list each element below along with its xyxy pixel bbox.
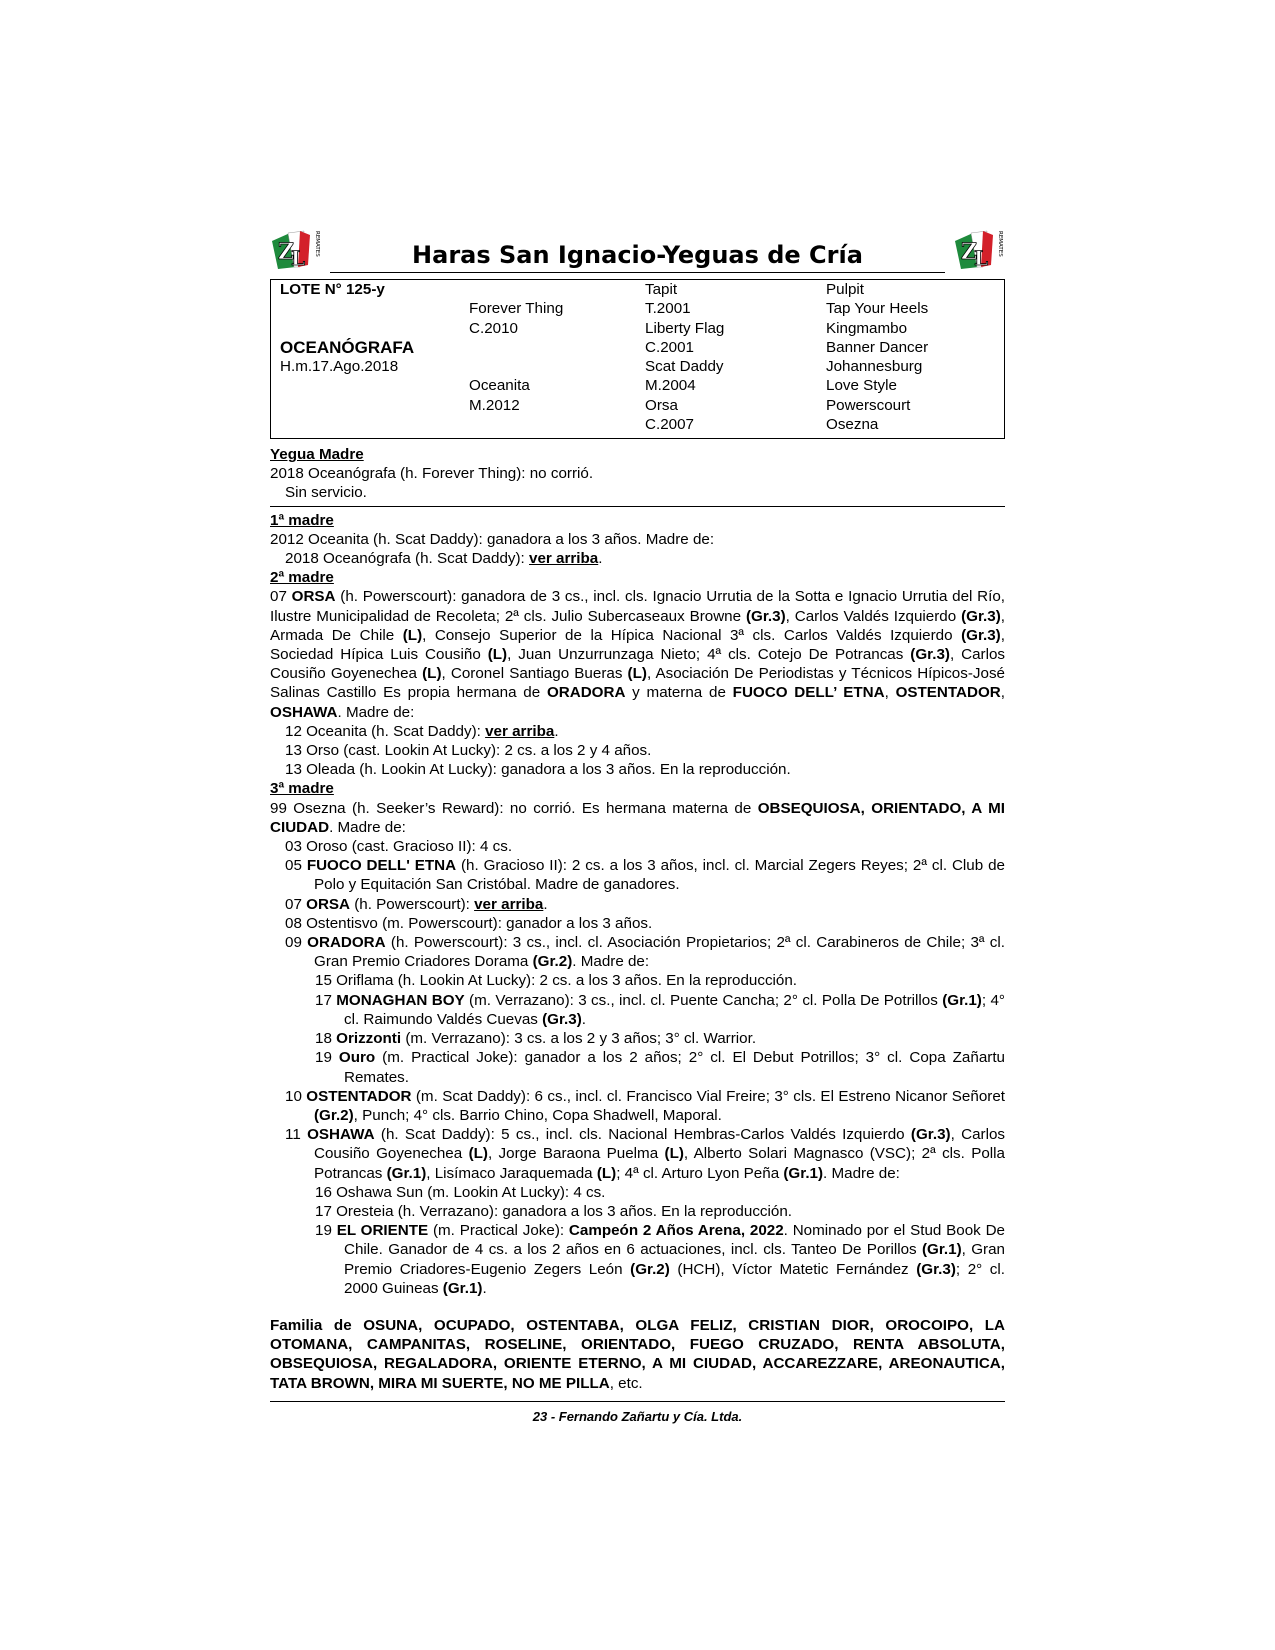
pedigree-cell: OCEANÓGRAFA bbox=[280, 337, 415, 357]
pedigree-cell bbox=[280, 299, 414, 318]
svg-text:Z: Z bbox=[278, 239, 295, 265]
text-span: . bbox=[482, 1279, 487, 1297]
text-span: . Madre de: bbox=[572, 953, 650, 971]
text-span: , Asociación De Periodistas y Técnicos Hípicos-José Salinas Castillo Es propia hermana de bbox=[270, 665, 1005, 702]
bold-text: (L) bbox=[402, 626, 423, 644]
text-span: 18 bbox=[315, 1030, 337, 1048]
page-header bbox=[270, 225, 1005, 273]
bold-text: (Gr.3) bbox=[745, 607, 786, 625]
pedigree-cell bbox=[280, 396, 414, 415]
text-span: , Juan Unzurrunzaga Nieto; 4ª cls. Cotejo De Potrancas bbox=[507, 646, 911, 664]
text-span: , Carlos Valdés Izquierdo bbox=[785, 607, 962, 625]
pedigree-cell: Banner Dancer bbox=[826, 338, 929, 356]
document-page bbox=[270, 225, 1005, 1426]
pedigree-cell: Orsa bbox=[645, 396, 678, 414]
text-span: 09 bbox=[285, 934, 308, 952]
text-span: y materna de bbox=[625, 684, 733, 702]
text-span: 10 bbox=[285, 1087, 307, 1105]
produce-line bbox=[270, 837, 1005, 856]
bold-text: ORADORA bbox=[546, 684, 626, 702]
svg-text:Z: Z bbox=[961, 239, 978, 265]
text-span: (HCH), Víctor Matetic Fernández bbox=[669, 1260, 917, 1278]
text-span: 16 Oshawa Sun (m. Lookin At Lucky): 4 cs. bbox=[315, 1183, 606, 1201]
text-span: , Carlos Cousiño Goyenechea bbox=[270, 646, 1006, 683]
pedigree-table bbox=[270, 279, 1005, 439]
pedigree-col-horse bbox=[280, 280, 414, 434]
text-span: 2018 Oceanógrafa (h. Scat Daddy): bbox=[285, 550, 529, 568]
svg-text:REMATES: REMATES bbox=[997, 231, 1003, 257]
text-span: (h. Powerscourt): ganadora de 3 cs., incl. cls. Ignacio Urrutia de la Sotta e Ignacio Urrutia del Río, Ilustre Municipalidad de Recoleta; 2ª cls. Julio Subercaseaux Browne bbox=[270, 588, 1005, 625]
divider bbox=[270, 506, 1005, 507]
pedigree-cell: Liberty Flag bbox=[645, 319, 725, 337]
grand-produce-line bbox=[270, 1183, 1005, 1202]
text-span: , Jorge Baraona Puelma bbox=[487, 1145, 665, 1163]
text-span: ; 4ª cl. Arturo Lyon Peña bbox=[616, 1164, 784, 1182]
text-span: , bbox=[1000, 684, 1005, 702]
pedigree-cell: C.2001 bbox=[645, 338, 694, 356]
text-span: 17 bbox=[315, 991, 337, 1009]
pedigree-cell bbox=[280, 319, 414, 338]
pedigree-cell: Johannesburg bbox=[826, 358, 923, 376]
bold-text: (Gr.1) bbox=[921, 1241, 962, 1259]
grand-produce-line bbox=[270, 1202, 1005, 1221]
dam-paragraph bbox=[270, 799, 1005, 837]
bold-text: (L) bbox=[627, 665, 647, 683]
bold-text: ORSA bbox=[306, 895, 351, 913]
text-span: (h. Gracioso II): 2 cs. a los 3 años, incl. cl. Marcial Zegers Reyes; 2ª cl. Club de Polo y Equitación San Cristóbal. Madre de ganadores. bbox=[314, 857, 1005, 894]
text-span: . bbox=[543, 895, 548, 913]
pedigree-cell: C.2007 bbox=[645, 416, 694, 434]
produce-line bbox=[270, 914, 1005, 933]
pedigree-col-parents bbox=[469, 280, 563, 434]
pedigree-col-great-grandparents bbox=[826, 280, 928, 434]
text-span: (h. Scat Daddy): 5 cs., incl. cls. Nacional Hembras-Carlos Valdés Izquierdo bbox=[374, 1126, 911, 1144]
family-summary bbox=[270, 1316, 1005, 1393]
text-span: 07 bbox=[285, 895, 307, 913]
bold-text: (Gr.1) bbox=[386, 1164, 427, 1182]
text-span: (m. Verrazano): 3 cs., incl. cl. Puente Cancha; 2° cl. Polla De Potrillos bbox=[464, 991, 943, 1009]
text-line: 2012 Oceanita (h. Scat Daddy): ganadora a los 3 años. Madre de: bbox=[270, 530, 715, 548]
text-span: , Alberto Solari Magnasco (VSC); 2ª cls. Polla Potrancas bbox=[314, 1145, 1005, 1182]
text-span: 08 Ostentisvo (m. Powerscourt): ganador a los 3 años. bbox=[285, 914, 653, 932]
pedigree-cell: Oceanita bbox=[469, 377, 530, 395]
produce-line bbox=[270, 933, 1005, 971]
text-span: 19 bbox=[315, 1222, 337, 1240]
text-span: . bbox=[598, 550, 603, 568]
grand-produce-line bbox=[270, 971, 1005, 990]
text-span: 11 bbox=[285, 1126, 308, 1144]
text-span: 17 Oresteia (h. Verrazano): ganadora a los 3 años. En la reproducción. bbox=[315, 1202, 793, 1220]
bold-text: (Gr.3) bbox=[542, 1010, 582, 1028]
bold-text: (Gr.3) bbox=[910, 1126, 951, 1144]
pedigree-cell: Forever Thing bbox=[469, 300, 564, 318]
section-title: Yegua Madre bbox=[270, 446, 364, 463]
text-span: 99 Osezna (h. Seeker’s Reward): no corrió. Es hermana materna de bbox=[270, 799, 758, 817]
page-footer: 23 - Fernando Zañartu y Cía. Ltda. bbox=[532, 1408, 743, 1424]
grand-produce-line bbox=[270, 1029, 1005, 1048]
text-span: . Madre de: bbox=[337, 703, 415, 721]
text-span: (m. Verrazano): 3 cs. a los 2 y 3 años; 3° cl. Warrior. bbox=[401, 1030, 757, 1048]
text-span: 12 Oceanita (h. Scat Daddy): bbox=[285, 722, 486, 740]
bold-text: (Gr.1) bbox=[442, 1279, 483, 1297]
text-span: , Lisímaco Jaraquemada bbox=[426, 1164, 597, 1182]
produce-line bbox=[270, 741, 1005, 760]
text-span: 15 Oriflama (h. Lookin At Lucky): 2 cs. a los 3 años. En la reproducción. bbox=[315, 972, 798, 990]
bold-text: (L) bbox=[468, 1145, 488, 1163]
pedigree-col-grandparents bbox=[645, 280, 724, 434]
pedigree-cell: M.2012 bbox=[469, 396, 520, 414]
pedigree-cell: Tap Your Heels bbox=[826, 300, 929, 318]
pedigree-cell bbox=[469, 415, 563, 434]
grand-produce-line bbox=[270, 1048, 1005, 1086]
pedigree-cell: Kingmambo bbox=[826, 319, 908, 337]
title-underline bbox=[330, 272, 945, 273]
produce-line bbox=[270, 856, 1005, 894]
bold-text: (Gr.2) bbox=[532, 953, 573, 971]
dam-paragraph bbox=[270, 587, 1005, 721]
section-title: 1ª madre bbox=[270, 511, 334, 529]
bold-text: Orizzonti bbox=[336, 1030, 402, 1048]
bold-text: OSTENTADOR bbox=[306, 1087, 412, 1105]
text-span: . bbox=[554, 722, 559, 740]
text-span: , Carlos Cousiño Goyenechea bbox=[314, 1126, 1005, 1163]
pedigree-cell: T.2001 bbox=[645, 300, 691, 318]
text-span: . bbox=[581, 1010, 587, 1028]
family-text: Familia de OSUNA, OCUPADO, OSTENTABA, OLGA FELIZ, CRISTIAN DIOR, OROCOIPO, LA OTOMANA, CAMPANITAS, ROSELINE, ORIENTADO, FUEGO CRUZADO, RENTA ABSOLUTA, OBSEQUIOSA, REGALADORA, ORIENTE ETERNO, A MI CIUDAD, ACCAREZZARE, AREONAUTICA, TATA BROWN, MIRA MI SUERTE, NO ME PILLA bbox=[270, 1316, 1005, 1392]
text-span: , Sociedad Hípica Luis Cousiño bbox=[270, 626, 1005, 664]
bold-text: Ouro bbox=[338, 1049, 376, 1067]
bold-text: (Gr.2) bbox=[314, 1106, 354, 1124]
svg-text:REMATES: REMATES bbox=[314, 231, 320, 257]
bold-text: (Gr.3) bbox=[961, 607, 1001, 625]
text-span: , Consejo Superior de la Hípica Nacional 3ª cls. Carlos Valdés Izquierdo bbox=[422, 626, 962, 644]
text-span: , Gran Premio Criadores-Eugenio Zegers León bbox=[344, 1241, 1005, 1278]
text-span: 19 bbox=[315, 1049, 339, 1067]
text-span: (h. Powerscourt): bbox=[350, 895, 475, 913]
produce-line bbox=[270, 1125, 1005, 1183]
pedigree-cell: Scat Daddy bbox=[645, 358, 724, 376]
section-title: 3ª madre bbox=[270, 780, 334, 798]
section-3a-madre bbox=[270, 779, 1005, 1297]
pedigree-cell: Powerscourt bbox=[826, 396, 911, 414]
text-line bbox=[270, 549, 1005, 568]
bold-text: OSHAWA bbox=[270, 703, 338, 721]
bold-text: EL ORIENTE bbox=[336, 1222, 429, 1240]
pedigree-cell: Osezna bbox=[826, 416, 879, 434]
ver-arriba-link[interactable]: ver arriba bbox=[474, 895, 544, 913]
bold-text: OSTENTADOR bbox=[895, 684, 1001, 702]
bold-text: (Gr.2) bbox=[630, 1260, 670, 1278]
bold-text: (L) bbox=[596, 1164, 617, 1182]
text-span: . Madre de: bbox=[329, 818, 406, 836]
bold-text: (L) bbox=[422, 665, 442, 683]
text-span: (m. Practical Joke): ganador a los 2 años; 2° cl. El Debut Potrillos; 3° cl. Copa Zañartu Remates. bbox=[344, 1049, 1005, 1086]
bold-text: (L) bbox=[664, 1145, 684, 1163]
text-span: ; 2° cl. 2000 Guineas bbox=[344, 1260, 1005, 1297]
text-span: , bbox=[884, 684, 896, 702]
bold-text: Campeón 2 Años Arena, 2022 bbox=[568, 1222, 784, 1240]
bold-text: ORADORA bbox=[307, 934, 386, 952]
pedigree-cell: Pulpit bbox=[826, 281, 864, 298]
bold-text: (Gr.1) bbox=[942, 991, 982, 1009]
bold-text: OBSEQUIOSA, ORIENTADO, A MI CIUDAD bbox=[270, 799, 1005, 836]
svg-text:L: L bbox=[974, 246, 989, 270]
ver-arriba-link[interactable]: ver arriba bbox=[529, 550, 599, 568]
pedigree-cell bbox=[469, 338, 563, 357]
produce-line bbox=[270, 895, 1005, 914]
pedigree-cell bbox=[469, 357, 563, 376]
text-span: ; 4° cl. Raimundo Valdés Cuevas bbox=[344, 991, 1005, 1028]
text-line: Sin servicio. bbox=[285, 484, 367, 502]
bold-text: OSHAWA bbox=[307, 1126, 375, 1144]
pedigree-cell: Love Style bbox=[826, 377, 897, 395]
pedigree-cell: C.2010 bbox=[469, 319, 518, 337]
svg-text:L: L bbox=[291, 246, 306, 270]
produce-line bbox=[270, 1087, 1005, 1125]
grand-produce-line bbox=[270, 1221, 1005, 1298]
text-span: 03 Oroso (cast. Gracioso II): 4 cs. bbox=[285, 838, 513, 856]
bold-text: FUOCO DELL’ ETNA bbox=[732, 684, 885, 702]
pedigree-cell bbox=[280, 415, 414, 434]
text-span: (m. Practical Joke): bbox=[428, 1222, 569, 1240]
bold-text: (L) bbox=[487, 646, 508, 664]
bold-text: ORSA bbox=[291, 588, 336, 606]
bold-text: (Gr.3) bbox=[910, 646, 950, 664]
footer-divider bbox=[270, 1401, 1005, 1402]
pedigree-cell: H.m.17.Ago.2018 bbox=[280, 358, 399, 376]
section-2a-madre bbox=[270, 568, 1005, 779]
pedigree-cell bbox=[280, 376, 414, 395]
produce-line bbox=[270, 722, 1005, 741]
family-tail: , etc. bbox=[609, 1374, 643, 1392]
text-span: (m. Scat Daddy): 6 cs., incl. cl. Francisco Vial Freire; 3° cls. El Estreno Nicanor Señoret bbox=[411, 1087, 1005, 1105]
grand-produce-line bbox=[270, 991, 1005, 1029]
text-span: 07 bbox=[270, 588, 292, 606]
text-span: , Punch; 4° cls. Barrio Chino, Copa Shadwell, Maporal. bbox=[353, 1106, 722, 1124]
bold-text: FUOCO DELL' ETNA bbox=[306, 857, 457, 875]
text-span: 13 Oleada (h. Lookin At Lucky): ganadora a los 3 años. En la reproducción. bbox=[285, 761, 791, 779]
section-1a-madre bbox=[270, 511, 1005, 569]
text-span: (h. Powerscourt): 3 cs., incl. cl. Asociación Propietarios; 2ª cl. Carabineros de Chile; 3ª cl. Gran Premio Criadores Dorama bbox=[314, 934, 1005, 971]
ver-arriba-link[interactable]: ver arriba bbox=[485, 722, 555, 740]
zl-remates-logo bbox=[953, 227, 1005, 273]
section-yegua-madre bbox=[270, 445, 1005, 503]
pedigree-cell: LOTE N° 125-y bbox=[280, 281, 385, 298]
produce-line bbox=[270, 760, 1005, 779]
text-span: , Armada De Chile bbox=[270, 607, 1005, 644]
text-span: . Madre de: bbox=[823, 1164, 900, 1182]
text-span: 13 Orso (cast. Lookin At Lucky): 2 cs. a los 2 y 4 años. bbox=[285, 742, 652, 760]
text-span: 05 bbox=[285, 857, 307, 875]
text-span: . Nominado por el Stud Book De Chile. Ganador de 4 cs. a los 2 años en 6 actuaciones, incl. cls. Tanteo De Porillos bbox=[344, 1222, 1005, 1259]
bold-text: (Gr.3) bbox=[916, 1260, 956, 1278]
bold-text: (Gr.3) bbox=[961, 626, 1001, 644]
text-span: , Coronel Santiago Bueras bbox=[441, 665, 628, 683]
zl-remates-logo bbox=[270, 227, 322, 273]
bold-text: (Gr.1) bbox=[783, 1164, 824, 1182]
text-line: 2018 Oceanógrafa (h. Forever Thing): no corrió. bbox=[270, 465, 594, 483]
page-title: Haras San Ignacio-Yeguas de Cría bbox=[412, 241, 863, 269]
section-title: 2ª madre bbox=[270, 569, 334, 587]
pedigree-cell: M.2004 bbox=[645, 377, 696, 395]
pedigree-cell: Tapit bbox=[645, 281, 678, 298]
bold-text: MONAGHAN BOY bbox=[336, 991, 465, 1009]
pedigree-cell bbox=[469, 280, 563, 299]
